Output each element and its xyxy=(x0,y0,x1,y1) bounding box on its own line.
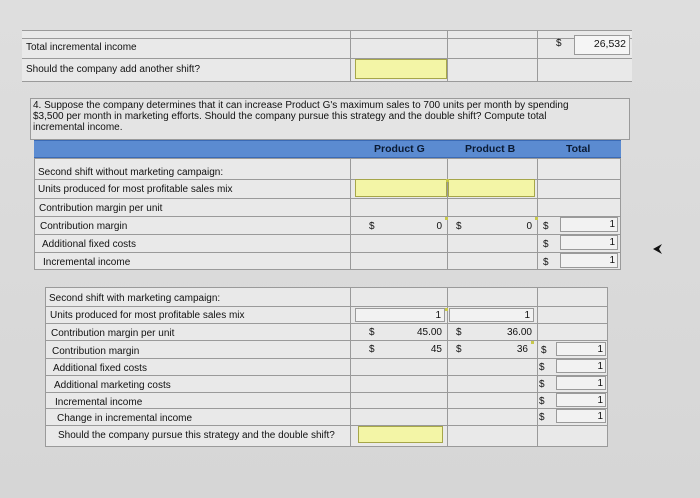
no-campaign-total-fixed-dollar: $ xyxy=(543,239,549,250)
with-campaign-units-b-value: 1 xyxy=(524,310,530,321)
no-campaign-cmpu-label: Contribution margin per unit xyxy=(39,203,163,214)
with-campaign-heading: Second shift with marketing campaign: xyxy=(49,293,221,304)
no-campaign-cm-g-dollar: $ xyxy=(369,221,375,232)
no-campaign-heading: Second shift without marketing campaign: xyxy=(38,167,224,178)
add-shift-question-label: Should the company add another shift? xyxy=(26,64,201,75)
no-campaign-units-b-input[interactable] xyxy=(448,179,535,197)
with-campaign-total-fixed-dollar: $ xyxy=(539,362,545,373)
no-campaign-total-fixed-value: 1 xyxy=(609,237,615,248)
question-4-line-2: $3,500 per month in marketing efforts. Should the company pursue this strategy and the double shift? Compute total xyxy=(33,111,547,122)
with-campaign-total-change-dollar: $ xyxy=(539,412,545,423)
no-campaign-units-label: Units produced for most profitable sales mix xyxy=(38,184,233,195)
no-campaign-total-income-value: 1 xyxy=(609,255,615,266)
with-campaign-units-label: Units produced for most profitable sales mix xyxy=(50,310,245,321)
with-campaign-question-label: Should the company pursue this strategy and the double shift? xyxy=(58,430,335,441)
no-campaign-total-cm-value: 1 xyxy=(609,219,615,230)
with-campaign-total-fixed-value: 1 xyxy=(597,361,603,372)
no-campaign-cm-label: Contribution margin xyxy=(40,221,128,232)
with-campaign-total-marketing-value: 1 xyxy=(597,378,603,389)
with-campaign-total-cm-value: 1 xyxy=(597,344,603,355)
no-campaign-units-g-input[interactable] xyxy=(355,179,447,197)
with-campaign-cm-b-dollar: $ xyxy=(456,344,462,355)
with-campaign-cm-label: Contribution margin xyxy=(52,346,140,357)
no-campaign-cm-b-dollar: $ xyxy=(456,221,462,232)
no-campaign-cm-g-value: 0 xyxy=(436,221,442,232)
with-campaign-cm-g-value: 45 xyxy=(430,344,442,355)
question-4-line-1: 4. Suppose the company determines that it can increase Product G's maximum sales to 700 units per month by spending xyxy=(33,100,569,111)
strategy-answer-select[interactable] xyxy=(358,426,443,443)
add-shift-answer-select[interactable] xyxy=(355,59,447,79)
with-campaign-units-g-value: 1 xyxy=(435,310,441,321)
with-campaign-cm-b-value: 36 xyxy=(516,344,528,355)
no-campaign-fixed-label: Additional fixed costs xyxy=(42,239,136,250)
column-header-product-b: Product B xyxy=(465,143,516,155)
with-campaign-marketing-label: Additional marketing costs xyxy=(54,380,171,391)
no-campaign-cm-b-value: 0 xyxy=(526,221,532,232)
with-campaign-cmpu-b-dollar: $ xyxy=(456,327,462,338)
column-header-product-g: Product G xyxy=(374,143,425,155)
mouse-cursor-icon xyxy=(652,243,664,255)
no-campaign-total-income-dollar: $ xyxy=(543,257,549,268)
with-campaign-total-change-value: 1 xyxy=(597,411,603,422)
with-campaign-fixed-label: Additional fixed costs xyxy=(53,363,147,374)
no-campaign-income-label: Incremental income xyxy=(43,257,131,268)
total-income-value: 26,532 xyxy=(593,38,626,50)
with-campaign-total-income-dollar: $ xyxy=(539,396,545,407)
with-campaign-cmpu-g-dollar: $ xyxy=(369,327,375,338)
with-campaign-cmpu-label: Contribution margin per unit xyxy=(51,328,175,339)
total-income-dollar: $ xyxy=(556,38,562,49)
question-4-line-3: incremental income. xyxy=(33,122,123,133)
with-campaign-total-income-value: 1 xyxy=(597,395,603,406)
with-campaign-cmpu-b-value: 36.00 xyxy=(506,327,532,338)
with-campaign-cm-g-dollar: $ xyxy=(369,344,375,355)
with-campaign-change-label: Change in incremental income xyxy=(57,413,193,424)
with-campaign-cmpu-g-value: 45.00 xyxy=(416,327,442,338)
column-header-bar xyxy=(34,140,621,158)
no-campaign-total-cm-dollar: $ xyxy=(543,221,549,232)
with-campaign-income-label: Incremental income xyxy=(55,397,143,408)
with-campaign-total-marketing-dollar: $ xyxy=(539,379,545,390)
total-incremental-income-label: Total incremental income xyxy=(26,42,137,53)
column-header-total: Total xyxy=(566,143,591,155)
with-campaign-total-cm-dollar: $ xyxy=(541,345,547,356)
